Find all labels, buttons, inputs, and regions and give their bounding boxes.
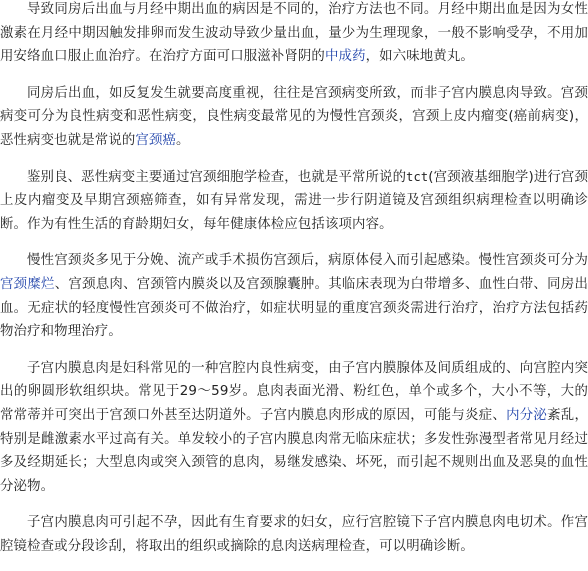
paragraph-text: 。 — [176, 132, 190, 148]
paragraph-2 — [0, 82, 588, 153]
paragraph-1 — [0, 0, 588, 69]
paragraph-text: 、宫颈息肉、宫颈管内膜炎以及宫颈腺囊肿。其临床表现为白带增多、血性白带、同房出血。无症状的轻度慢性宫颈炎可不做治疗，如症状明显的重度宫颈炎需进行治疗，治疗方法包括药物治疗和物理治疗。 — [0, 276, 588, 340]
paragraph-text: ，如六味地黄丸。 — [365, 49, 474, 65]
paragraph-text: 慢性宫颈炎多见于分娩、流产或手术损伤宫颈后，病原体侵入而引起感染。慢性宫颈炎可分为 — [27, 253, 588, 269]
link-chinese-patent-medicine[interactable]: 中成药 — [324, 49, 366, 65]
paragraph-text: 子宫内膜息肉是妇科常见的一种宫腔内良性病变，由子宫内膜腺体及间质组成的、向宫腔内突出的卵圆形软组织块。常见于29～59岁。息肉表面光滑、粉红色，单个或多个，大小不等，大的常常蒂并可突出于宫颈口外甚至达阴道外。子宫内膜息肉形成的原因，可能与炎症、 — [0, 360, 588, 423]
paragraph-text: (宫颈液基细胞学)进行宫颈上皮内瘤变及早期宫颈癌筛查，如有异常发现，需进一步行阴道镜及宫颈组织病理检查以明确诊断。作为有性生活的育龄期妇女，每年健康体检应包括该项内容。 — [0, 169, 588, 232]
paragraph-5 — [0, 357, 588, 499]
link-cervical-cancer[interactable]: 宫颈癌 — [135, 132, 177, 148]
paragraph-text: 鉴别良、恶性病变主要通过宫颈细胞学检查，也就是平常所说的 — [27, 169, 407, 185]
tct-term: tct — [406, 169, 429, 184]
paragraph-text: 子宫内膜息肉可引起不孕，因此有生育要求的妇女，应行宫腔镜下子宫内膜息肉电切术。作宫腔镜检查或分段诊刮，将取出的组织或摘除的息肉送病理检查，可以明确诊断。 — [0, 515, 588, 554]
link-cervical-erosion[interactable]: 宫颈糜烂 — [0, 276, 55, 292]
paragraph-6 — [0, 511, 588, 558]
paragraph-text: 导致同房后出血与月经中期出血的病因是不同的，治疗方法也不同。月经中期出血是因为女性激素在月经中期因触发排卵而发生波动导致少量出血，量少为生理现象，一般不影响受孕，不用加用安络血口服止血治疗。在治疗方面可口服滋补肾阴的 — [0, 2, 588, 65]
paragraph-3 — [0, 166, 588, 237]
paragraph-text: 紊乱，特别是雌激素水平过高有关。单发较小的子宫内膜息肉常无临床症状；多发性弥漫型者常见月经过多及经期延长；大型息肉或突入颈管的息肉，易继发感染、坏死，而引起不规则出血及恶臭的血性分泌物。 — [0, 407, 588, 494]
paragraph-text: 同房后出血，如反复发生就要高度重视，往往是宫颈病变所致，而非子宫内膜息肉导致。宫颈病变可分为良性病变和恶性病变，良性病变最常见的为慢性宫颈炎，宫颈上皮内瘤变(癌前病变)，恶性病变也就是常说的 — [0, 85, 588, 148]
paragraph-4 — [0, 249, 588, 343]
link-endocrine[interactable]: 内分泌 — [506, 407, 548, 423]
